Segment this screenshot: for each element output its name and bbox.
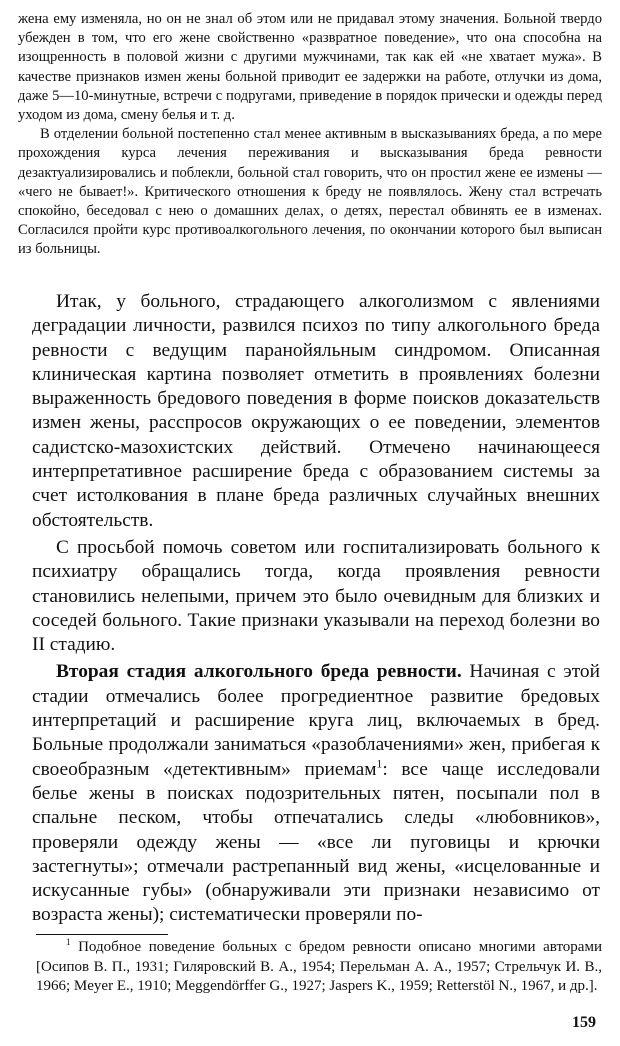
footnote-divider <box>36 934 168 935</box>
footnote-text: Подобное поведение больных с бредом ревности описано многими авторами [Осипов В. П., 1931; Гиляровский В. А., 1954; Перельман А. А., 1957; Стрельчук И. В., 1966; Meyer E., 1910; Meggendörffer G., 1927; Jaspers K., 1959; Retterstöl N., 1967, и др.]. <box>36 939 602 995</box>
case-paragraph-1: жена ему изменяла, но он не знал об этом или не придавал этому значения. Больной твердо убежден в том, что его жене свойственно «развратное поведение», что она способна на изощренность в половой жизни с другими мужчинами, так как ей «не хватает мужа». В качестве признаков измен жены больной приводит ее задержки на работе, отлучки из дома, даже 5—10-минутные, встречи с подругами, приведение в порядок прически и одежды перед уходом из дома, смену белья и т. д. <box>18 11 602 124</box>
case-description <box>18 10 602 260</box>
page-number: 159 <box>572 1014 596 1031</box>
main-paragraph-3 <box>32 660 600 927</box>
footnote-reference[interactable]: 1 <box>376 757 383 771</box>
paragraph-3-text-continued: : все чаще исследовали белье жены в поисках подозрительных пятен, посыпали пол в спальне песком, чтобы отпечатались следы «любовников», проверяли одежду жены — «все ли пуговицы и крючки застегнуты»; отмечали растрепанный вид жены, «исцелованные и искусанные губы» (обнаруживали эти признаки независимо от возраста жены); систематически проверяли по- <box>32 758 600 926</box>
main-text <box>32 290 600 928</box>
case-paragraph-2: В отделении больной постепенно стал менее активным в высказываниях бреда, а по мере прохождения курса лечения переживания и высказывания бреда ревности дезактуализировались и поблекли, больной стал говорить, что он простил жене ее измены — «чего не бывает!». Критического отношения к бреду не появлялось. Жену стал встречать спокойно, беседовал с нею о домашних делах, о детях, перестал обвинять ее в изменах. Согласился пройти курс противоалкогольного лечения, по окончании которого был выписан из больницы. <box>18 126 602 258</box>
paragraph-3-text: Начиная с этой стадии отмечались более прогредиентное развитие бредовых интерпретаций и расширение круга лиц, включаемых в бред. Больные продолжали заниматься «разоблачениями» жен, прибегая к своеобразным «детективным» приемам <box>32 661 600 780</box>
footnote <box>36 938 602 997</box>
main-paragraph-1: Итак, у больного, страдающего алкоголизмом с явлениями деградации личности, развился психоз по типу алкогольного бреда ревности с ведущим паранойяльным синдромом. Описанная клиническая картина позволяет отметить в проявлениях болезни выраженность бредового поведения в форме поисков доказательств измен жены, расспросов окружающих о ее поведении, элементов садистско-мазохистских действий. Отмечено начинающееся интерпретативное расширение бреда с образованием системы за счет истолкования в плане бреда различных случайных внешних обстоятельств. <box>32 291 600 531</box>
main-paragraph-2: С просьбой помочь советом или госпитализировать больного к психиатру обращались тогда, когда проявления ревности становились нелепыми, причем это было очевидным для близких и соседей больного. Такие признаки указывали на переход болезни во II стадию. <box>32 536 600 656</box>
section-heading: Вторая стадия алкогольного бреда ревности. <box>56 661 462 683</box>
footnote-marker: 1 <box>66 937 71 947</box>
